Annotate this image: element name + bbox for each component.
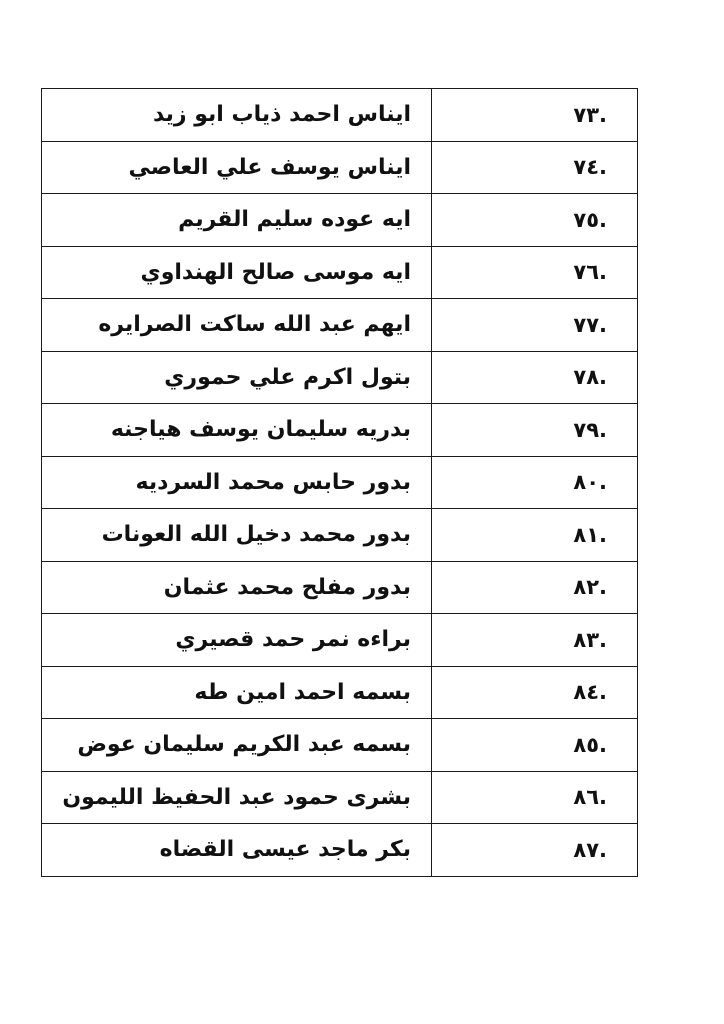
row-name: بسمه احمد امين طه xyxy=(42,666,432,719)
row-name: بشرى حمود عبد الحفيظ الليمون xyxy=(42,771,432,824)
row-name: ايه عوده سليم القريم xyxy=(42,194,432,247)
row-name: براءه نمر حمد قصيري xyxy=(42,614,432,667)
table-row xyxy=(42,194,638,247)
row-number: .٨٧ xyxy=(432,824,638,877)
row-name: بدور مفلح محمد عثمان xyxy=(42,561,432,614)
row-name: بكر ماجد عيسى القضاه xyxy=(42,824,432,877)
table-row xyxy=(42,246,638,299)
names-table-body xyxy=(42,89,638,877)
row-number: .٧٨ xyxy=(432,351,638,404)
names-table xyxy=(41,88,638,877)
row-number: .٨٦ xyxy=(432,771,638,824)
table-row xyxy=(42,666,638,719)
row-number: .٨٢ xyxy=(432,561,638,614)
row-number: .٧٥ xyxy=(432,194,638,247)
row-name: ايهم عبد الله ساكت الصرايره xyxy=(42,299,432,352)
row-name: ايه موسى صالح الهنداوي xyxy=(42,246,432,299)
row-number: .٨١ xyxy=(432,509,638,562)
table-row xyxy=(42,456,638,509)
table-row xyxy=(42,141,638,194)
row-number: .٨٣ xyxy=(432,614,638,667)
row-number: .٧٦ xyxy=(432,246,638,299)
table-row xyxy=(42,771,638,824)
row-name: بدريه سليمان يوسف هياجنه xyxy=(42,404,432,457)
row-number: .٨٤ xyxy=(432,666,638,719)
table-row xyxy=(42,89,638,142)
row-number: .٨٠ xyxy=(432,456,638,509)
table-row xyxy=(42,719,638,772)
table-row xyxy=(42,561,638,614)
row-name: بدور حابس محمد السرديه xyxy=(42,456,432,509)
row-number: .٧٩ xyxy=(432,404,638,457)
row-name: بتول اكرم علي حموري xyxy=(42,351,432,404)
table-row xyxy=(42,404,638,457)
row-number: .٧٤ xyxy=(432,141,638,194)
table-row xyxy=(42,351,638,404)
row-name: بسمه عبد الكريم سليمان عوض xyxy=(42,719,432,772)
table-row xyxy=(42,824,638,877)
row-name: ايناس يوسف علي العاصي xyxy=(42,141,432,194)
row-name: ايناس احمد ذياب ابو زيد xyxy=(42,89,432,142)
row-number: .٨٥ xyxy=(432,719,638,772)
table-row xyxy=(42,509,638,562)
row-number: .٧٧ xyxy=(432,299,638,352)
row-number: .٧٣ xyxy=(432,89,638,142)
table-row xyxy=(42,614,638,667)
table-row xyxy=(42,299,638,352)
row-name: بدور محمد دخيل الله العونات xyxy=(42,509,432,562)
